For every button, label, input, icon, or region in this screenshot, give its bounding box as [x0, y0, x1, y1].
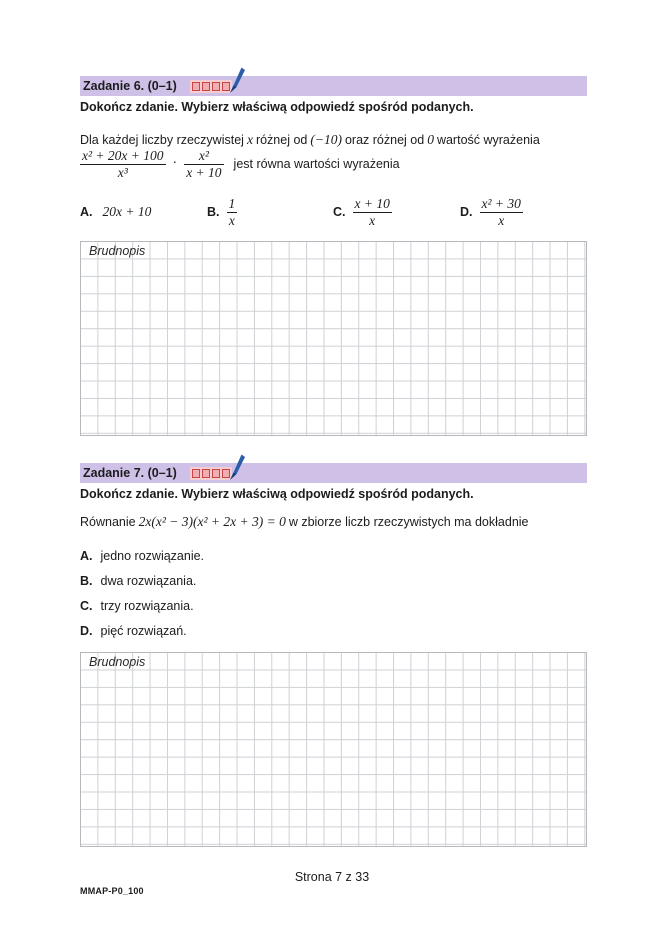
answer-b-label: B.: [207, 205, 220, 219]
answer-d-label: D.: [80, 624, 93, 638]
answer-b-label: B.: [80, 574, 93, 588]
multiplication-dot: ·: [172, 156, 178, 172]
pen-icon: [226, 65, 246, 95]
answer-b-text: dwa rozwiązania.: [100, 574, 197, 588]
fraction-1-denominator: x³: [80, 164, 166, 181]
task7-intro-text: Równanie: [80, 515, 136, 529]
task7-scratchpad-label: Brudnopis: [89, 655, 146, 669]
answer-c-numerator: x + 10: [354, 195, 390, 211]
task6-header-band: [80, 76, 587, 96]
answer-option-d: [460, 196, 523, 228]
fraction-2-denominator: x + 10: [186, 164, 222, 180]
answer-d-text: pięć rozwiązań.: [100, 624, 187, 638]
math-var-x: x: [246, 132, 253, 147]
math-value-minus10: (−10): [310, 132, 342, 147]
answer-d-denominator: x: [480, 212, 523, 229]
fraction-2-numerator: x²: [198, 148, 209, 163]
stamp-square-icon: [202, 82, 210, 91]
stamp-square-icon: [212, 82, 220, 91]
answer-a-text: jedno rozwiązanie.: [100, 549, 205, 563]
stamp-square-icon: [212, 469, 220, 478]
stamp-square-icon: [192, 82, 200, 91]
task6-instruction: Dokończ zdanie. Wybierz właściwą odpowiedź spośród podanych.: [80, 100, 474, 114]
task6-title: Zadanie 6. (0–1): [83, 79, 177, 93]
answer-c-text: trzy rozwiązania.: [100, 599, 194, 613]
answer-b-numerator: 1: [228, 195, 236, 211]
pen-icon: [226, 452, 246, 482]
math-value-zero: 0: [427, 132, 434, 147]
task7-scratchpad-grid: [80, 652, 587, 847]
stamp-square-icon: [202, 469, 210, 478]
answer-option-b: [80, 574, 196, 588]
document-code: MMAP-P0_100: [80, 886, 144, 896]
task7-title: Zadanie 7. (0–1): [83, 466, 177, 480]
task6-mid2-text: oraz różnej od: [344, 133, 425, 147]
answer-a-expression: 20x + 10: [102, 204, 152, 219]
answer-c-denominator: x: [353, 212, 392, 229]
answer-b-fraction: [227, 196, 238, 228]
task6-intro-text: Dla każdej liczby rzeczywistej: [80, 133, 244, 147]
answer-d-fraction: [480, 196, 523, 228]
answer-option-c: [80, 599, 194, 613]
answer-b-denominator: x: [227, 212, 238, 229]
stamp-square-icon: [192, 469, 200, 478]
task7-equation-line: [80, 514, 529, 530]
task6-answers: [80, 196, 587, 228]
answer-option-a: [80, 196, 154, 228]
answer-d-numerator: x² + 30: [481, 195, 521, 211]
answer-option-a: [80, 549, 204, 563]
task6-intro-line: [80, 132, 540, 148]
answer-option-b: [207, 196, 237, 228]
task7-header-band: [80, 463, 587, 483]
answer-option-d: [80, 624, 187, 638]
task7-tail-text: w zbiorze liczb rzeczywistych ma dokładnie: [288, 515, 529, 529]
task7-equation: 2x(x² − 3)(x² + 2x + 3) = 0: [138, 514, 286, 529]
answer-a-label: A.: [80, 549, 93, 563]
task6-intro-end-text: wartość wyrażenia: [436, 133, 540, 147]
task6-scratchpad-grid: [80, 241, 587, 436]
answer-d-label: D.: [460, 205, 473, 219]
answer-c-label: C.: [80, 599, 93, 613]
answer-c-fraction: [353, 196, 392, 228]
task6-expression-line: [80, 148, 400, 180]
fraction-2: [184, 148, 223, 180]
task6-tail-text: jest równa wartości wyrażenia: [233, 157, 400, 172]
task6-mid1-text: różnej od: [255, 133, 308, 147]
answer-option-c: [333, 196, 392, 228]
task7-instruction: Dokończ zdanie. Wybierz właściwą odpowiedź spośród podanych.: [80, 487, 474, 501]
answer-c-label: C.: [333, 205, 346, 219]
task6-scratchpad-label: Brudnopis: [89, 244, 146, 258]
fraction-1: [80, 148, 166, 180]
fraction-1-numerator: x² + 20x + 100: [82, 148, 164, 163]
answer-a-label: A.: [80, 205, 93, 219]
page-number: Strona 7 z 33: [294, 870, 370, 884]
